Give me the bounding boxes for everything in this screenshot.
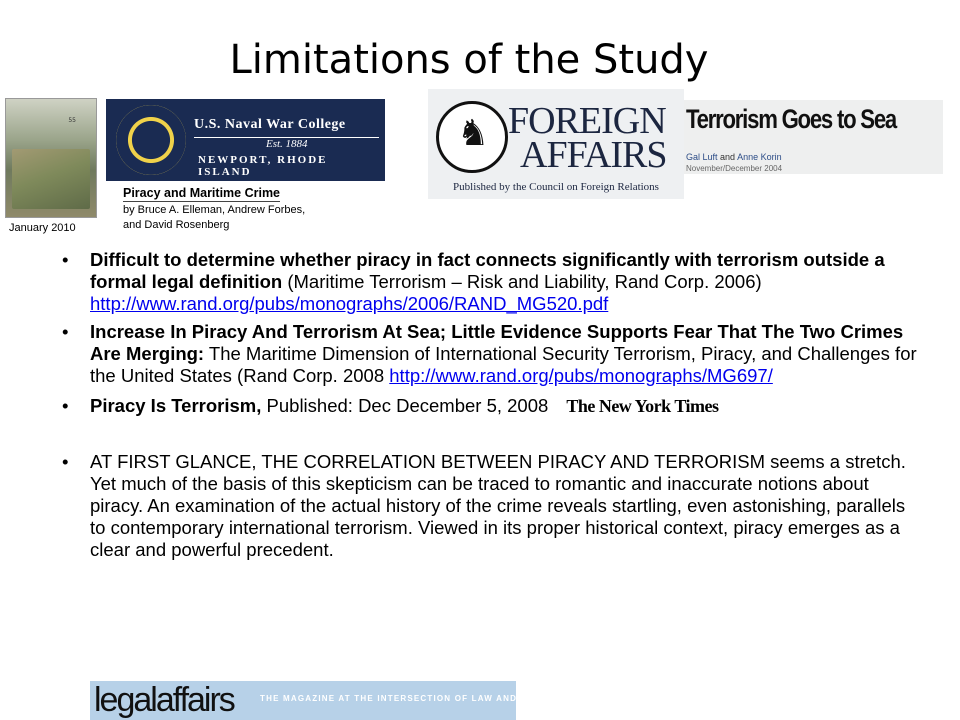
nwc-name: U.S. Naval War College — [194, 117, 346, 132]
bullet-2-text: The Maritime Dimension of International Security Terrorism, Piracy, and Challenges for the United States (Rand Corp. 2008 — [90, 343, 917, 386]
bullet-4-text: AT FIRST GLANCE, THE CORRELATION BETWEEN PIRACY AND TERRORISM seems a stretch. Yet much of the basis of this skepticism can be traced to romantic and inaccurate notions about piracy. An examination of the actual history of the crime reveals startling, even astonishing, parallels to contemporary international terrorism. Viewed in its proper historical context, piracy emerges as a clear and powerful precedent. — [90, 451, 906, 560]
fa-name-1: FOREIGN — [508, 100, 666, 142]
article-author-1: Gal Luft — [686, 152, 718, 162]
bullet-2-bold: Increase In Piracy And Terrorism At Sea; Little Evidence Supports Fear That The Two Crimes Are Merging: — [90, 321, 904, 364]
bullet-item-3 — [62, 395, 920, 417]
legal-affairs-logo: legalaffairs — [94, 681, 234, 719]
bullet-item-1 — [62, 249, 920, 315]
paper-citation — [123, 184, 328, 236]
cover-number: 55 — [68, 117, 76, 124]
bullet-list — [62, 249, 920, 561]
article-author-2: Anne Korin — [737, 152, 782, 162]
bullet-dot: • — [62, 395, 69, 416]
legal-affairs-tagline: THE MAGAZINE AT THE INTERSECTION OF LAW AND LIFE — [260, 694, 543, 703]
horse-rider-icon: ♞ — [436, 101, 508, 173]
article-author-conj: and — [717, 152, 738, 162]
fa-name-2: AFFAIRS — [520, 134, 667, 176]
article-date: November/December 2004 — [686, 164, 783, 173]
paper-authors-1: by Bruce A. Elleman, Andrew Forbes, — [123, 204, 306, 216]
bullet-3-text: Published: Dec December 5, 2008 — [261, 395, 549, 416]
article-header-image — [684, 100, 943, 174]
bullet-dot: • — [62, 321, 69, 342]
rand-2006-link[interactable]: http://www.rand.org/pubs/monographs/2006/RAND_MG520.pdf — [90, 293, 609, 314]
nwc-established: Est. 1884 — [266, 138, 308, 150]
article-headline: Terrorism Goes to Sea — [686, 104, 897, 134]
foreign-affairs-logo — [428, 89, 684, 199]
bullet-1-text: (Maritime Terrorism – Risk and Liability, Rand Corp. 2006) — [282, 271, 762, 292]
nwc-location: NEWPORT, RHODE ISLAND — [198, 154, 328, 178]
nyt-logo: The New York Times — [566, 396, 719, 416]
bullet-dot: • — [62, 249, 69, 270]
bullet-item-4 — [62, 451, 920, 561]
aerial-photo — [12, 149, 90, 209]
legal-affairs-banner — [90, 681, 543, 720]
seal-icon — [116, 105, 186, 175]
bullet-3-bold: Piracy Is Terrorism, — [90, 395, 262, 416]
book-cover — [5, 98, 97, 218]
naval-war-college-logo — [106, 99, 385, 181]
report-cover-image — [3, 98, 99, 238]
bullet-item-2 — [62, 321, 920, 387]
report-date: January 2010 — [9, 222, 76, 234]
rand-2008-link[interactable]: http://www.rand.org/pubs/monographs/MG697/ — [389, 365, 773, 386]
slide-title: Limitations of the Study — [229, 37, 709, 83]
bullet-1-bold: Difficult to determine whether piracy in fact connects significantly with terrorism outside a formal legal definition — [90, 249, 885, 292]
paper-authors-2: and David Rosenberg — [123, 219, 230, 231]
bullet-dot: • — [62, 451, 69, 472]
article-authors — [686, 152, 782, 162]
paper-title: Piracy and Maritime Crime — [123, 186, 281, 200]
fa-publisher: Published by the Council on Foreign Relations — [453, 181, 659, 193]
